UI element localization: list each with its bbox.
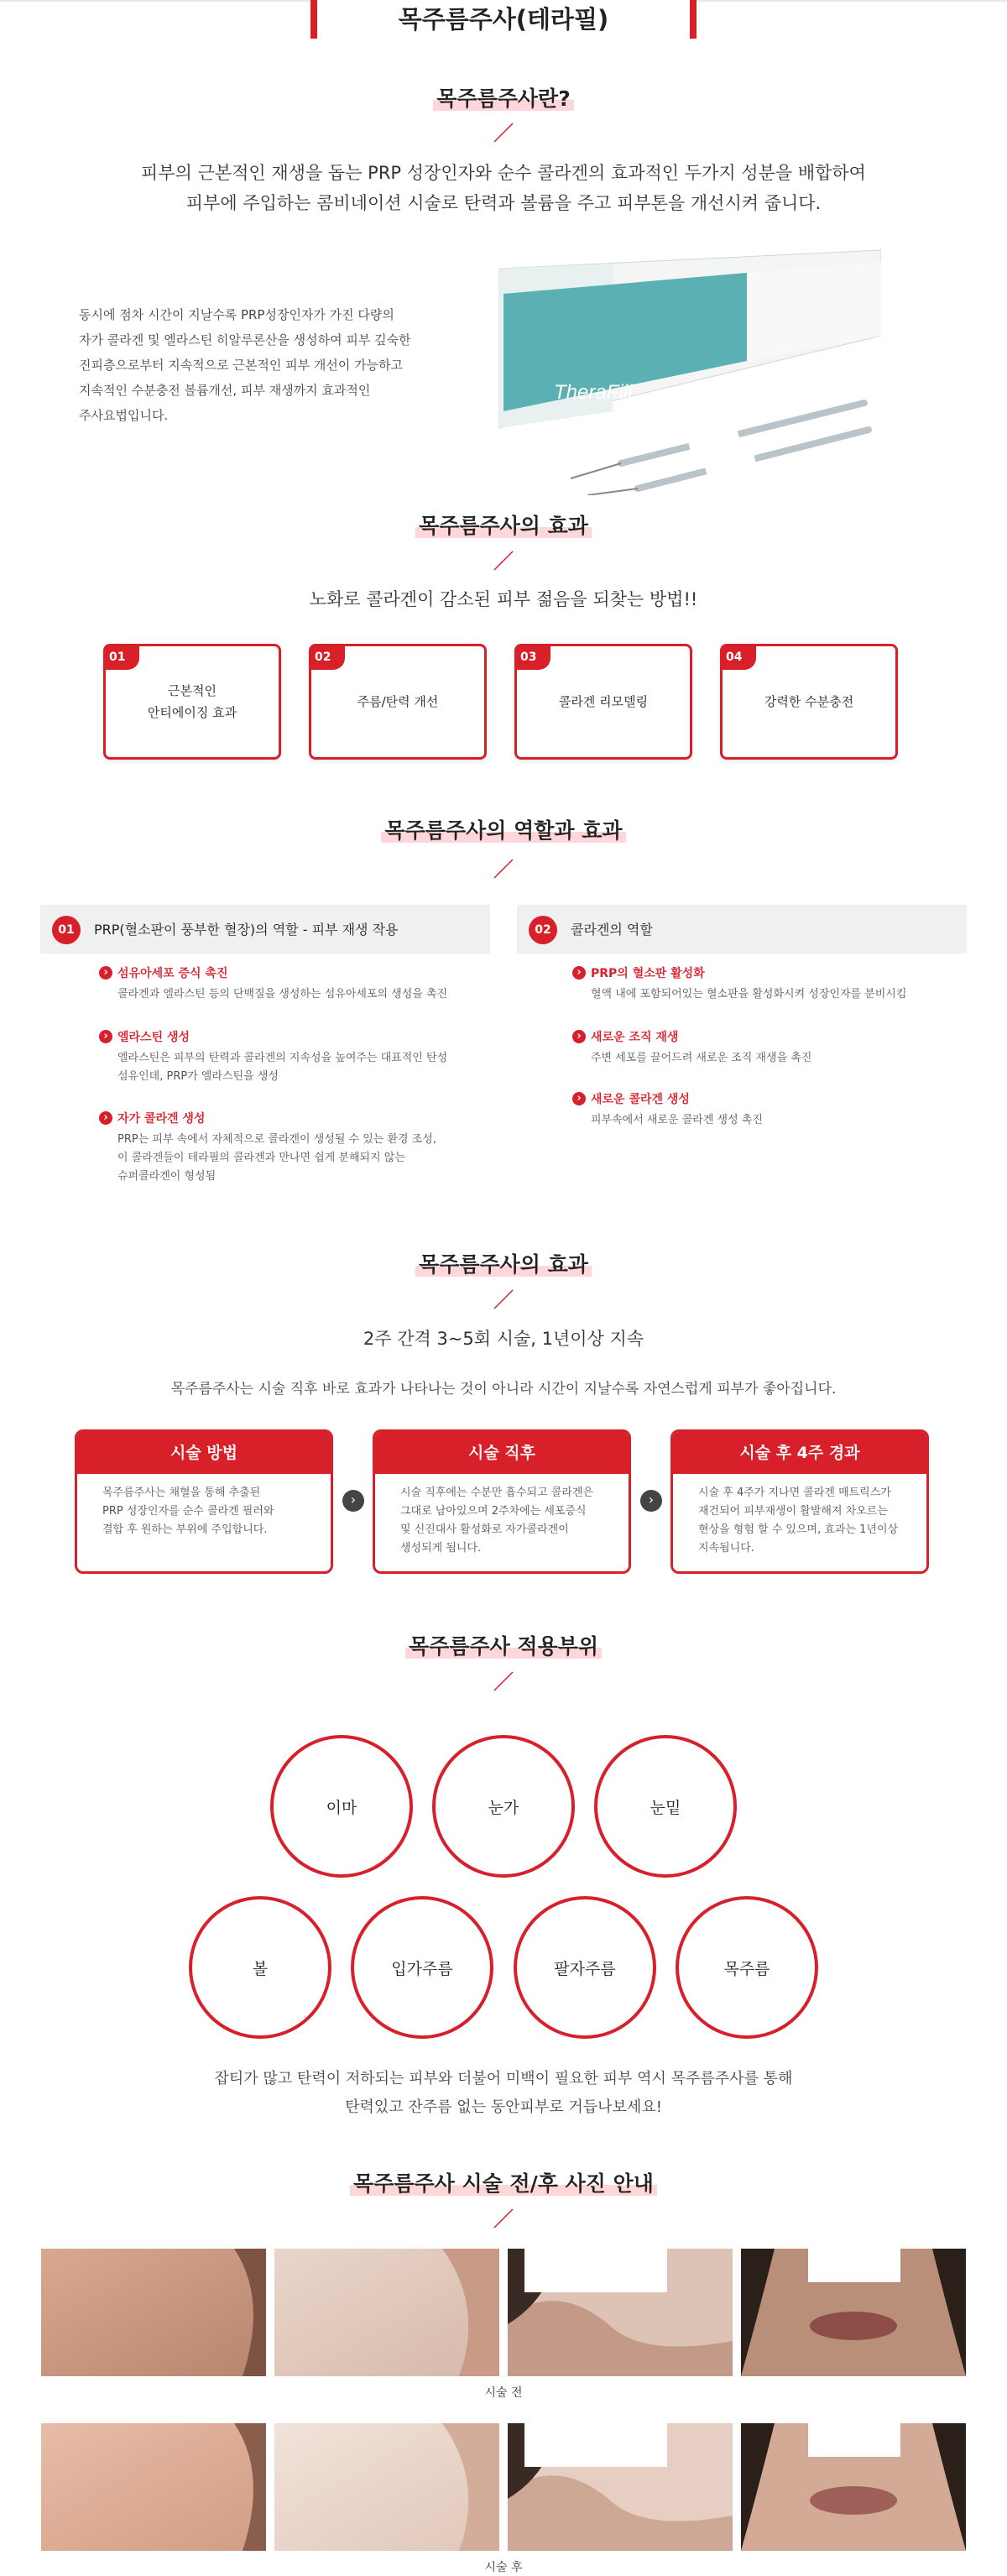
intro-description: 동시에 점차 시간이 지날수록 PRP성장인자가 가진 다량의 자가 콜라겐 및 엘라스틴 히알루론산을 생성하여 피부 깊숙한 진피층으로부터 지속적으로 근본적인 피부 개선이 가능하고 지속적인 수분충전 볼륨개선, 피부 재생까지 효과적인 주사요법입니다. <box>79 307 411 423</box>
role-item: › 섬유아세포 증식 촉진 콜라겐과 엘라스틴 등의 단백질을 생성하는 섬유아세포의 생성을 촉진 <box>99 965 519 1004</box>
area-circle: 목주름 <box>676 1896 818 2039</box>
section-heading-roles: 목주름주사의 역할과 효과 <box>0 814 1007 844</box>
before-photo <box>274 2249 499 2376</box>
before-photo <box>741 2249 966 2376</box>
arrow-right-icon: › <box>640 1490 662 1512</box>
before-caption: 시술 전 <box>484 2386 523 2400</box>
after-photo <box>508 2423 733 2551</box>
role-item: › PRP의 혈소판 활성화 혈액 내에 포함되어있는 혈소판을 활성화시켜 성장인자를 분비시킴 <box>572 965 992 1004</box>
effect-card: 04 강력한 수분충전 <box>720 644 898 760</box>
process-lead: 2주 간격 3~5회 시술, 1년이상 지속 <box>363 1329 644 1349</box>
product-brand: TheraFill <box>554 381 633 404</box>
effect-card: 02 주름/탄력 개선 <box>309 644 487 760</box>
areas-note: 잡티가 많고 탄력이 저하되는 피부와 더불어 미백이 필요한 피부 역시 목주름주사를 통해 탄력있고 잔주름 없는 동안피부로 거듭나보세요! <box>214 2070 793 2116</box>
after-photo <box>274 2423 499 2551</box>
step-card: 시술 직후 시술 직후에는 수분만 흡수되고 콜라겐은 그대로 남아있으며 2주차에는 세포증식 및 신진대사 활성화로 자가콜라겐이 생성되게 됩니다. <box>373 1429 631 1574</box>
effect-card: 01 근본적인 안티에이징 효과 <box>103 644 281 760</box>
after-photo <box>41 2423 266 2551</box>
section-heading-areas: 목주름주사 적용부위 <box>0 1630 1007 1660</box>
divider-slash-icon <box>493 1670 514 1692</box>
divider-slash-icon <box>493 550 514 572</box>
role-panel-prp: 01 PRP(혈소판이 풍부한 혈장)의 역할 - 피부 재생 작용 <box>40 905 490 954</box>
effects-lead: 노화로 콜라겐이 감소된 피부 젊음을 되찾는 방법!! <box>309 589 698 609</box>
page-title: 목주름주사(테라필) <box>398 5 609 34</box>
divider-slash-icon <box>493 2208 514 2229</box>
section-heading-intro: 목주름주사란? <box>0 82 1007 112</box>
step-card: 시술 방법 목주름주사는 채혈을 통해 추출된 PRP 성장인자를 순수 콜라겐 필러와 결합 후 원하는 부위에 주입합니다. <box>75 1429 333 1574</box>
before-photo <box>508 2249 733 2376</box>
divider-slash-icon <box>493 122 514 144</box>
section-heading-effects: 목주름주사의 효과 <box>0 509 1007 540</box>
intro-lead: 피부의 근본적인 재생을 돕는 PRP 성장인자와 순수 콜라겐의 효과적인 두가지 성분을 배합하여 피부에 주입하는 콤비네이션 시술로 탄력과 볼륨을 주고 피부톤을 개선시켜 줍니다. <box>141 163 866 213</box>
section-heading-gallery: 목주름주사 시술 전/후 사진 안내 <box>0 2167 1007 2197</box>
product-image <box>495 243 881 495</box>
arrow-right-icon: › <box>342 1490 364 1512</box>
area-circle: 이마 <box>270 1735 413 1878</box>
role-item: › 자가 콜라겐 생성 PRP는 피부 속에서 자체적으로 콜라겐이 생성될 수 있는 환경 조성, 이 콜라겐들이 테라필의 콜라겐과 만나면 쉽게 분해되지 않는 슈퍼콜라겐이 형성됨 <box>99 1110 519 1186</box>
role-item: › 새로운 조직 재생 주변 세포를 끌어드려 새로운 조직 재생을 촉진 <box>572 1029 992 1068</box>
divider-slash-icon <box>493 858 514 880</box>
role-item: › 엘라스틴 생성 엘라스틴은 피부의 탄력과 콜라겐의 지속성을 높여주는 대표적인 탄성 섬유인데, PRP가 엘라스틴을 생성 <box>99 1029 519 1086</box>
header-tab <box>310 0 697 39</box>
after-caption: 시술 후 <box>484 2561 523 2574</box>
role-panel-collagen: 02 콜라겐의 역할 <box>517 905 967 954</box>
process-subtext: 목주름주사는 시술 직후 바로 효과가 나타나는 것이 아니라 시간이 지날수록 자연스럽게 피부가 좋아집니다. <box>170 1381 837 1398</box>
area-circle: 눈가 <box>432 1735 575 1878</box>
role-item: › 새로운 콜라겐 생성 피부속에서 새로운 콜라겐 생성 촉진 <box>572 1091 992 1130</box>
area-circle: 볼 <box>189 1896 331 2039</box>
effect-card: 03 콜라겐 리모델링 <box>514 644 692 760</box>
step-card: 시술 후 4주 경과 시술 후 4주가 지나면 콜라겐 매트릭스가 재건되어 피부재생이 활발해져 차오르는 현상을 형험 할 수 있으며, 효과는 1년이상 지속됩니다. <box>670 1429 929 1574</box>
area-circle: 팔자주름 <box>514 1896 656 2039</box>
area-circle: 눈밑 <box>594 1735 737 1878</box>
before-photo <box>41 2249 266 2376</box>
area-circle: 입가주름 <box>351 1896 493 2039</box>
section-heading-process: 목주름주사의 효과 <box>0 1248 1007 1278</box>
divider-slash-icon <box>493 1288 514 1310</box>
after-photo <box>741 2423 966 2551</box>
